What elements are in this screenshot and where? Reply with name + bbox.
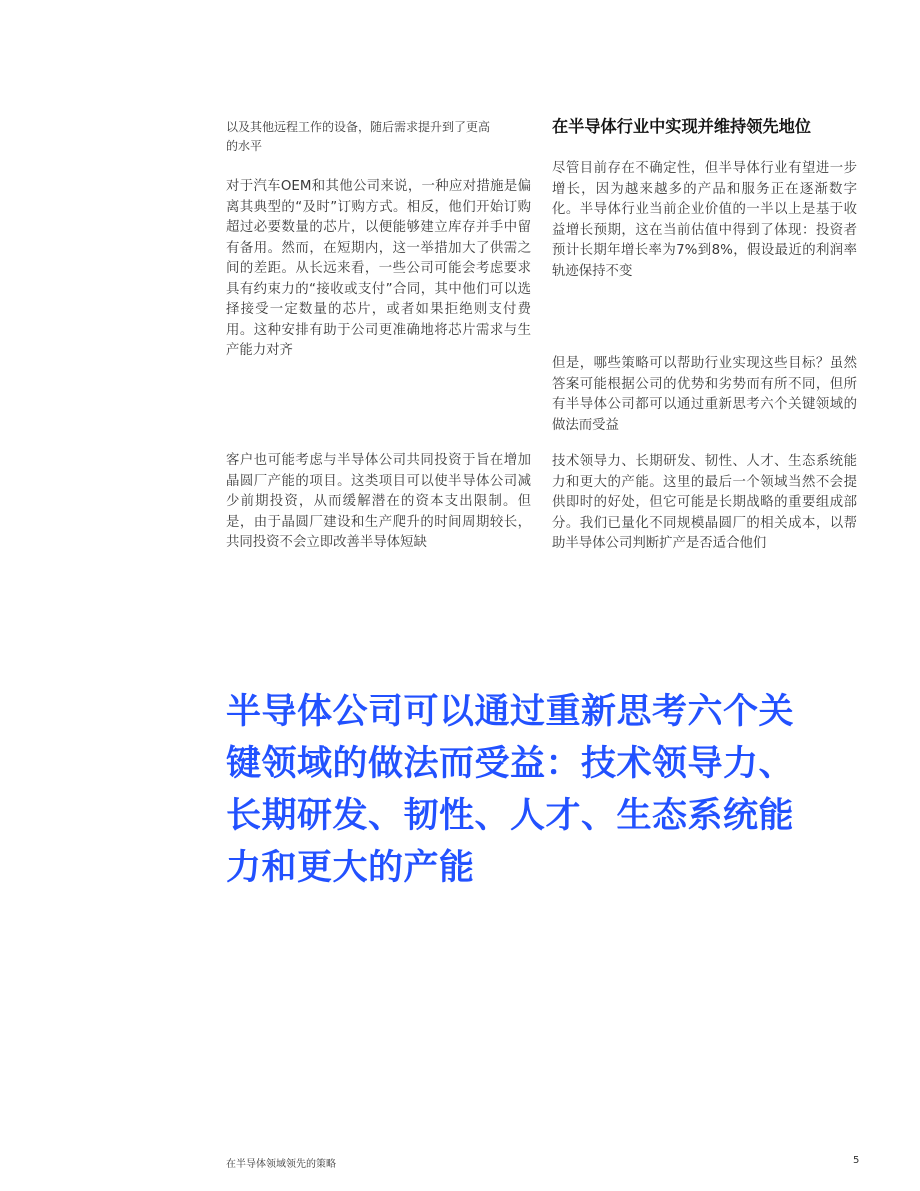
right-paragraph-1: 尽管目前存在不确定性，但半导体行业有望进一步增长，因为越来越多的产品和服务正在逐渐数字化。半导体行业当前企业价值的一半以上是基于收益增长预期，这在当前估值中得到了体现：投资者预计长期年增长率为7%到8%，假设最近的利润率轨迹保持不变 [552,161,857,279]
left-paragraph-2: 对于汽车OEM和其他公司来说，一种应对措施是偏离其典型的“及时”订购方式。相反，他们开始订购超过必要数量的芯片，以便能够建立库存并手中留有备用。然而，在短期内，这一举措加大了供需之间的差距。从长远来看，一些公司可能会考虑要求具有约束力的“接收或支付”合同，其中他们可以选择接受一定数量的芯片，或者如果拒绝则支付费用。这种安排有助于公司更准确地将芯片需求与生产能力对齐 [226,179,531,358]
footer-title: 在半导体领域领先的策略 [226,1159,336,1170]
right-column-lower [552,452,857,555]
right-column-middle [552,354,857,436]
pull-quote: 半导体公司可以通过重新思考六个关键领域的做法而受益：技术领导力、长期研发、韧性、人才、生态系统能力和更大的产能 [226,692,795,888]
left-column [226,118,531,156]
left-paragraph-3: 客户也可能考虑与半导体公司共同投资于旨在增加晶圆厂产能的项目。这类项目可以使半导体公司减少前期投资，从而缓解潜在的资本支出限制。但是，由于晶圆厂建设和生产爬升的时间周期较长，共同投资不会立即改善半导体短缺 [226,453,531,550]
right-column-header [552,116,857,138]
right-paragraph-3: 技术领导力、长期研发、韧性、人才、生态系统能力和更大的产能。这里的最后一个领域当然不会提供即时的好处，但它可能是长期战略的重要组成部分。我们已量化不同规模晶圆厂的相关成本，以帮助半导体公司判断扩产是否适合他们 [552,454,857,551]
left-paragraph-1: 以及其他远程工作的设备，随后需求提升到了更高的水平 [226,120,491,153]
page-number: 5 [853,1155,860,1166]
right-column-body [552,159,857,282]
right-paragraph-2: 但是，哪些策略可以帮助行业实现这些目标？虽然答案可能根据公司的优势和劣势而有所不同，但所有半导体公司都可以通过重新思考六个关键领域的做法而受益 [552,356,857,433]
left-column-body [226,177,531,362]
section-heading: 在半导体行业中实现并维持领先地位 [552,117,811,136]
left-column-lower [226,451,531,554]
